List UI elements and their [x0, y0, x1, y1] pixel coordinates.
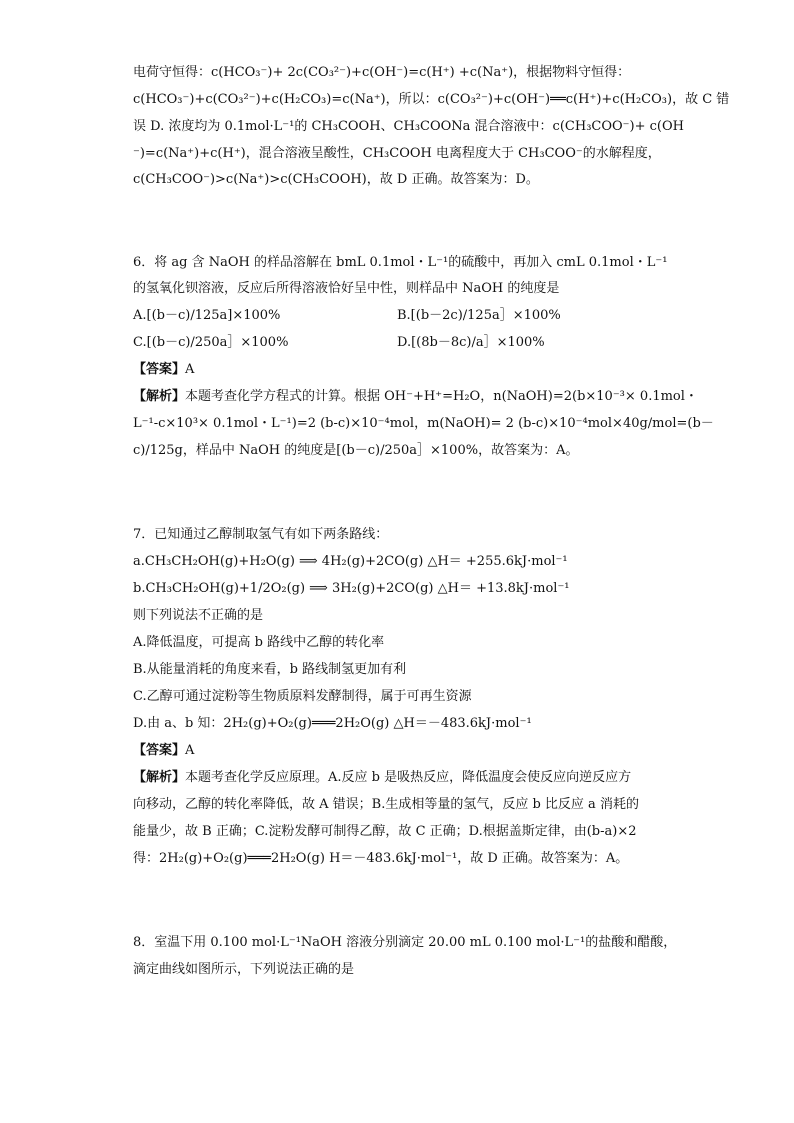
- q6-options-row-2: [133, 333, 663, 353]
- q7-route-b: b.CH₃CH₂OH(g)+1/2O₂(g) ⟹ 3H₂(g)+2CO(g) △H＝ +13.8kJ·mol⁻¹: [133, 581, 570, 596]
- q7-stem: 7．已知通过乙醇制取氢气有如下两条路线：: [133, 527, 389, 542]
- q5-text-line-5: c(CH₃COO⁻)>c(Na⁺)>c(CH₃COOH)，故 D 正确。故答案为：D。: [133, 172, 539, 187]
- q6-analysis-line-2: L⁻¹-c×10³× 0.1mol・L⁻¹)=2 (b-c)×10⁻⁴mol，m(NaOH)= 2 (b-c)×10⁻⁴mol×40g/mol=(b－: [133, 416, 714, 431]
- q7-analysis-line-3: 能量少，故 B 正确；C.淀粉发酵可制得乙醇，故 C 正确；D.根据盖斯定律，由(b-a)×2: [133, 824, 637, 839]
- q7-analysis-line-1: [133, 768, 631, 788]
- q6-answer: [133, 360, 194, 380]
- q7-analysis-text-1: 本题考查化学反应原理。A.反应 b 是吸热反应，降低温度会使反应向逆反应方: [185, 770, 632, 785]
- q7-analysis-line-4: 得：2H₂(g)+O₂(g)═══2H₂O(g) H＝－483.6kJ·mol⁻¹，故 D 正确。故答案为：A。: [133, 851, 629, 866]
- q6-analysis-text-1: 本题考查化学方程式的计算。根据 OH⁻+H⁺=H₂O，n(NaOH)=2(b×10⁻³× 0.1mol・: [185, 389, 698, 404]
- q5-text-line-4: ⁻)=c(Na⁺)+c(H⁺)，混合溶液呈酸性，CH₃COOH 电离程度大于 CH₃COO⁻的水解程度，: [133, 146, 661, 161]
- q6-option-b: B.[(b－2c)/125a］×100%: [397, 308, 561, 323]
- q6-stem-line-1: 6．将 ag 含 NaOH 的样品溶解在 bmL 0.1mol・L⁻¹的硫酸中，再加入 cmL 0.1mol・L⁻¹: [133, 255, 668, 270]
- q6-answer-value: A: [185, 362, 195, 377]
- q7-answer: [133, 741, 194, 761]
- q6-analysis-line-1: [133, 387, 698, 407]
- q6-stem-line-2: 的氢氧化钡溶液，反应后所得溶液恰好呈中性，则样品中 NaOH 的纯度是: [133, 281, 560, 296]
- q6-options-row-1: [133, 306, 663, 326]
- q7-option-d: D.由 a、b 知：2H₂(g)+O₂(g)═══2H₂O(g) △H＝－483.6kJ·mol⁻¹: [133, 716, 532, 731]
- q7-answer-label: 【答案】: [133, 743, 186, 758]
- q6-answer-label: 【答案】: [133, 362, 186, 377]
- q5-text-line-3: 误 D. 浓度均为 0.1mol·L⁻¹的 CH₃COOH、CH₃COONa 混合溶液中：c(CH₃COO⁻)+ c(OH: [133, 119, 684, 134]
- q5-text-line-1: 电荷守恒得：c(HCO₃⁻)+ 2c(CO₃²⁻)+c(OH⁻)=c(H⁺) +c(Na⁺)，根据物料守恒得：: [133, 65, 631, 80]
- q8-stem-line-1: 8．室温下用 0.100 mol·L⁻¹NaOH 溶液分别滴定 20.00 mL 0.100 mol·L⁻¹的盐酸和醋酸，: [133, 935, 677, 950]
- q7-question: 则下列说法不正确的是: [133, 608, 264, 623]
- q7-analysis-line-2: 向移动，乙醇的转化率降低，故 A 错误；B.生成相等量的氢气，反应 b 比反应 a 消耗的: [133, 797, 639, 812]
- q7-option-c: C.乙醇可通过淀粉等生物质原料发酵制得，属于可再生资源: [133, 689, 472, 704]
- q5-text-line-2: c(HCO₃⁻)+c(CO₃²⁻)+c(H₂CO₃)=c(Na⁺)，所以：c(CO₃²⁻)+c(OH⁻)══c(H⁺)+c(H₂CO₃)，故 C 错: [133, 92, 730, 107]
- q7-answer-value: A: [185, 743, 195, 758]
- q7-route-a: a.CH₃CH₂OH(g)+H₂O(g) ⟹ 4H₂(g)+2CO(g) △H＝ +255.6kJ·mol⁻¹: [133, 554, 568, 569]
- q7-analysis-label: 【解析】: [133, 770, 186, 785]
- q7-option-b: B.从能量消耗的角度来看，b 路线制氢更加有利: [133, 662, 407, 677]
- q6-option-c: C.[(b－c)/250a］×100%: [133, 335, 289, 350]
- q6-analysis-label: 【解析】: [133, 389, 186, 404]
- q8-stem-line-2: 滴定曲线如图所示，下列说法正确的是: [133, 962, 355, 977]
- q6-analysis-line-3: c)/125g，样品中 NaOH 的纯度是[(b－c)/250a］×100%，故答案为：A。: [133, 443, 579, 458]
- q6-option-a: A.[(b－c)/125a]×100%: [133, 308, 281, 323]
- q7-option-a: A.降低温度，可提高 b 路线中乙醇的转化率: [133, 635, 385, 650]
- q6-option-d: D.[(8b－8c)/a］×100%: [397, 335, 545, 350]
